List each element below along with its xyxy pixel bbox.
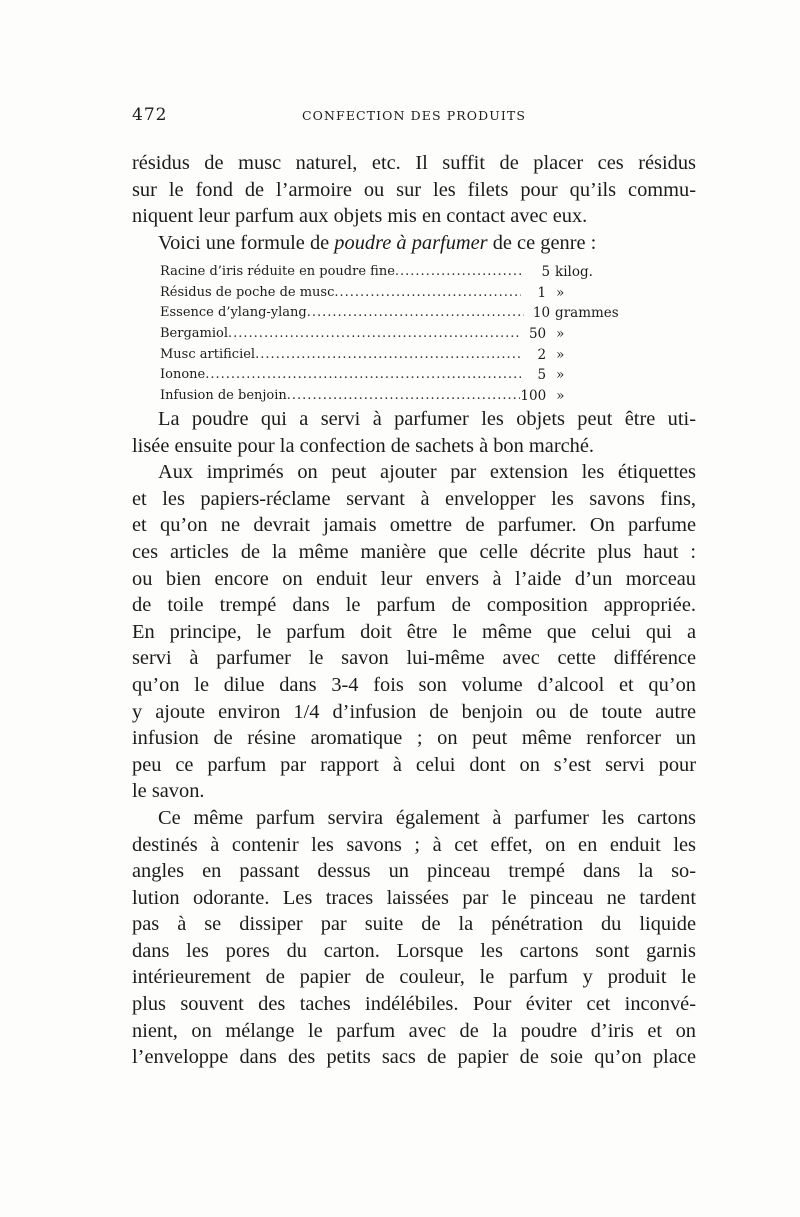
dot-leader: [205, 365, 520, 386]
ingredient-quantity: 2: [537, 346, 547, 363]
formula-row: [160, 262, 660, 283]
text-line: et qu’on ne devrait jamais omettre de parfumer. On parfume: [132, 514, 696, 537]
ingredient-name: Résidus de poche de musc: [160, 284, 335, 300]
ingredient-quantity: 1: [537, 284, 547, 301]
ingredient-name: Musc artificiel: [160, 346, 256, 362]
ingredient-unit: kilog.: [555, 264, 593, 280]
paragraph-formula-intro: [132, 230, 696, 257]
text-line: l’enveloppe dans des petits sacs de papier de soie qu’on place: [132, 1046, 696, 1069]
formula-row: [160, 303, 660, 324]
dot-leader: [395, 262, 524, 283]
text-line: plus souvent des taches indélébiles. Pour éviter cet inconvé-: [132, 993, 696, 1016]
text-line: destinés à contenir les savons ; à cet effet, on en enduit les: [132, 833, 696, 856]
paragraph: [132, 459, 696, 805]
ingredient-quantity: 100: [520, 388, 547, 405]
running-title: CONFECTION DES PRODUITS: [302, 108, 526, 123]
paragraph: [132, 406, 696, 459]
ingredient-name: Racine d’iris réduite en poudre fine: [160, 264, 395, 279]
ingredient-quantity: 50: [528, 326, 547, 343]
formula-row: [160, 324, 660, 345]
text-line: de toile trempé dans le parfum de composition appropriée.: [132, 594, 696, 617]
ingredient-name: Bergamiol: [160, 326, 229, 342]
text-line: nient, on mélange le parfum avec de la poudre d’iris et on: [132, 1019, 696, 1042]
text-line: dans les pores du carton. Lorsque les cartons sont garnis: [132, 939, 696, 962]
ingredient-name: Infusion de benjoin: [160, 388, 287, 404]
text-line: peu ce parfum par rapport à celui dont on s’est servi pour: [132, 753, 696, 776]
text-line: La poudre qui a servi à parfumer les objets peut être uti-: [158, 408, 696, 430]
ingredient-unit: grammes: [555, 305, 619, 322]
ingredient-unit: »: [556, 388, 565, 405]
text-line: pas à se dissiper par suite de la pénétration du liquide: [132, 913, 696, 936]
text-line: niquent leur parfum aux objets mis en contact avec eux.: [132, 205, 588, 228]
formula-table: [160, 262, 660, 407]
ingredient-name: Essence d’ylang-ylang: [160, 305, 307, 321]
formula-row: [160, 283, 660, 304]
dot-leader: [334, 283, 520, 304]
text-line: Aux imprimés on peut ajouter par extension les étiquettes: [158, 461, 696, 484]
paragraph: [132, 805, 696, 1071]
dot-leader: [287, 386, 521, 407]
text-line: le savon.: [132, 780, 205, 803]
text-line: [132, 230, 696, 257]
text-line: intérieurement de papier de couleur, le parfum y produit le: [132, 966, 696, 989]
text-line: sur le fond de l’armoire ou sur les filets pour qu’ils commu-: [132, 178, 696, 201]
ingredient-quantity: 5: [541, 264, 551, 280]
dot-leader: [255, 345, 521, 366]
text-line: En principe, le parfum doit être le même que celui qui a: [132, 620, 696, 643]
ingredient-quantity: 5: [537, 367, 547, 384]
ingredient-unit: »: [556, 284, 565, 301]
paragraph-continuation: [132, 150, 696, 230]
ingredient-name: Ionone: [160, 367, 206, 383]
text-line: y ajoute environ 1/4 d’infusion de benjoin ou de toute autre: [132, 700, 696, 723]
text-line: ces articles de la même manière que celle décrite plus haut :: [132, 540, 696, 563]
ingredient-unit: »: [556, 346, 565, 363]
dot-leader: [307, 303, 525, 324]
intro-text-before: Voici une formule de: [158, 231, 335, 254]
formula-row: [160, 365, 660, 386]
page-header: [132, 105, 696, 127]
text-block-top: [132, 150, 696, 256]
ingredient-unit: »: [556, 367, 565, 384]
text-line: lisée ensuite pour la confection de sachets à bon marché.: [132, 434, 595, 457]
formula-row: [160, 386, 660, 407]
text-line: résidus de musc naturel, etc. Il suffit de placer ces résidus: [132, 152, 696, 174]
text-line: lution odorante. Les traces laissées par le pinceau ne tardent: [132, 886, 696, 909]
dot-leader: [228, 324, 521, 345]
ingredient-quantity: 10: [532, 305, 551, 322]
page-number: 472: [132, 105, 168, 125]
text-line: ou bien encore on enduit leur envers à l’aide d’un morceau: [132, 567, 696, 590]
text-block-main: [132, 406, 696, 1071]
text-line: Ce même parfum servira également à parfumer les cartons: [158, 806, 696, 829]
text-line: infusion de résine aromatique ; on peut même renforcer un: [132, 727, 696, 750]
formula-term: poudre à parfumer: [334, 231, 488, 254]
intro-text-after: de ce genre :: [487, 231, 597, 254]
ingredient-unit: »: [556, 326, 565, 343]
text-line: qu’on le dilue dans 3-4 fois son volume d’alcool et qu’on: [132, 673, 696, 696]
text-line: servi à parfumer le savon lui-même avec cette différence: [132, 647, 696, 670]
text-line: angles en passant dessus un pinceau trempé dans la so-: [132, 860, 696, 883]
text-line: et les papiers-réclame servant à envelopper les savons fins,: [132, 487, 696, 510]
formula-row: [160, 345, 660, 366]
